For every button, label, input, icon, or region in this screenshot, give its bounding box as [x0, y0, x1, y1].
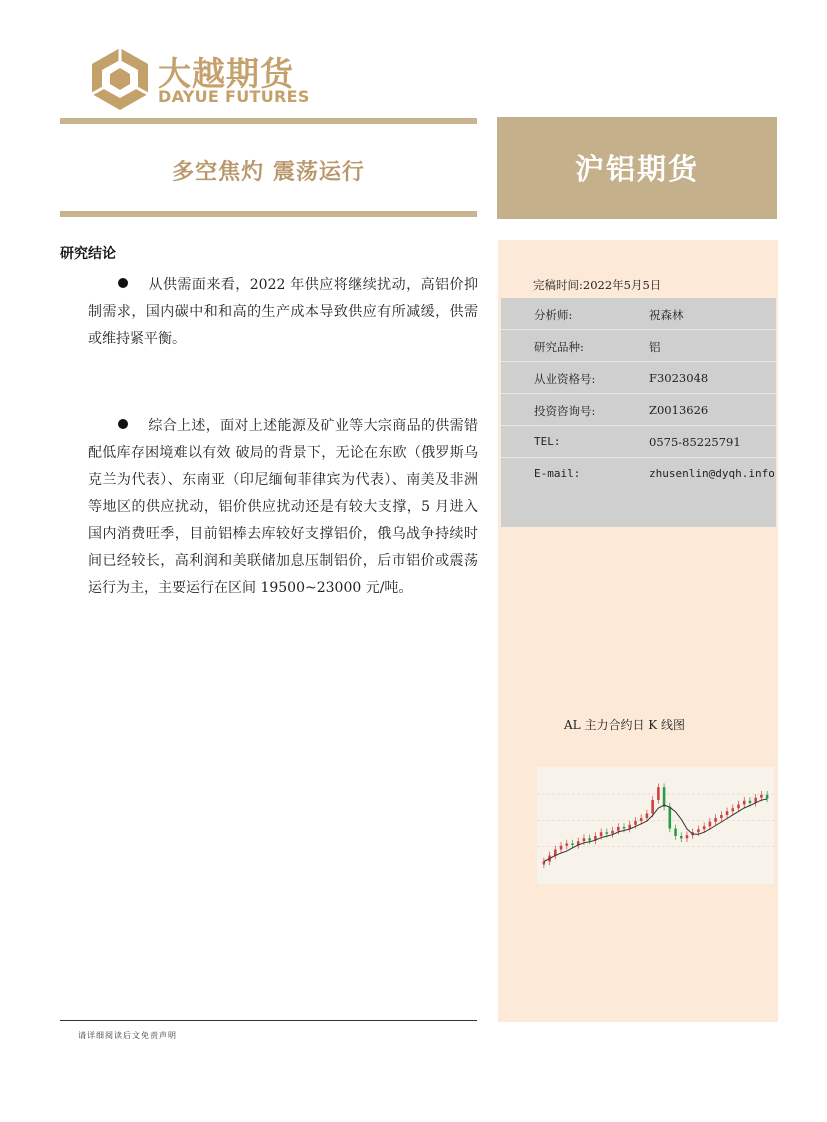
bullet-icon [118, 278, 128, 288]
candle-body [766, 795, 769, 799]
info-row [501, 362, 776, 394]
info-value: zhusenlin@dyqh.info [649, 467, 775, 480]
bullet-icon [118, 419, 128, 429]
candle-body [731, 808, 734, 811]
candle-body [749, 801, 752, 803]
sidebar [498, 240, 778, 1022]
chart-caption: AL 主力合约日 K 线图 [564, 718, 686, 732]
product-banner [497, 117, 777, 219]
paragraph-text: 综合上述，面对上述能源及矿业等大宗商品的供需错配低库存困境难以有效 破局的背景下，无论在东欧（俄罗斯乌克兰为代表）、东南亚（印尼缅甸菲律宾为代表）、南美及非洲等地区的供应扰动，铝价供应扰动还是有较大支撑，5 月进入国内消费旺季，目前铝棒去库较好支撑铝价，俄乌战争持续时间已经较长，高利润和美联储加息压制铝价，后市铝价或震荡运行为主，主要运行在区间 19500~23000 元/吨。 [88, 418, 478, 596]
logo-mark-icon [90, 46, 150, 112]
candle-body [600, 832, 603, 836]
kline-chart [537, 767, 774, 884]
info-row [501, 458, 776, 527]
candle-body [743, 801, 746, 805]
candle-body [640, 818, 643, 821]
candle-body [588, 838, 591, 840]
candle-body [669, 807, 672, 829]
candle-body [760, 795, 763, 798]
candle-body [646, 814, 649, 819]
product-title: 沪铝期货 [574, 152, 699, 186]
analyst-info-table [501, 298, 776, 527]
info-value: Z0013626 [649, 403, 709, 417]
candle-body [674, 829, 677, 837]
info-key: E-mail: [534, 467, 581, 480]
info-value: 铝 [649, 340, 661, 354]
candle-body [657, 787, 660, 800]
candle-body [686, 835, 689, 838]
title-band-bottom [60, 211, 477, 217]
info-key: 分析师: [534, 308, 573, 322]
title-band-top [60, 118, 477, 124]
candle-body [663, 787, 666, 807]
conclusion-paragraph [88, 413, 478, 602]
info-value: 0575-85225791 [649, 435, 741, 449]
candle-body [651, 800, 654, 814]
report-title: 多空焦灼 震荡运行 [172, 160, 365, 185]
candle-body [714, 818, 717, 822]
paragraph-text: 从供需面来看，2022 年供应将继续扰动，高铝价抑制需求，国内碳中和和高的生产成本导致供应有所减缓，供需或维持紧平衡。 [88, 277, 478, 347]
candle-body [571, 844, 574, 846]
candle-body [709, 822, 712, 827]
info-value: 祝森林 [649, 308, 684, 322]
candle-body [617, 827, 620, 831]
candle-body [611, 831, 614, 834]
candle-body [737, 805, 740, 809]
section-heading: 研究结论 [60, 246, 116, 262]
candle-body [560, 846, 563, 850]
footer-rule [60, 1020, 477, 1021]
candle-body [634, 821, 637, 825]
info-row [501, 394, 776, 426]
candle-body [680, 836, 683, 838]
candle-body [565, 844, 568, 846]
candle-body [628, 825, 631, 829]
conclusion-paragraph [88, 272, 478, 353]
candle-body [623, 827, 626, 829]
info-row [501, 426, 776, 458]
candle-body [543, 862, 546, 865]
candle-body [703, 826, 706, 829]
company-logo [90, 44, 330, 114]
candle-body [726, 811, 729, 815]
candle-body [606, 832, 609, 834]
disclaimer-note: 请详细阅读后文免责声明 [78, 1031, 177, 1040]
info-key: TEL: [534, 435, 561, 448]
logo-name-en: DAYUE FUTURES [158, 87, 310, 106]
completion-date: 完稿时间:2022年5月5日 [533, 278, 662, 292]
logo-name-cn: 大越期货 [158, 54, 294, 93]
info-row [501, 298, 776, 330]
candle-body [720, 815, 723, 818]
kline-chart-svg [537, 767, 774, 884]
info-row [501, 330, 776, 362]
info-value: F3023048 [649, 371, 709, 385]
candle-body [583, 838, 586, 841]
info-key: 投资咨询号: [534, 404, 596, 418]
info-key: 研究品种: [534, 340, 584, 354]
candle-body [697, 829, 700, 832]
info-key: 从业资格号: [534, 372, 596, 386]
